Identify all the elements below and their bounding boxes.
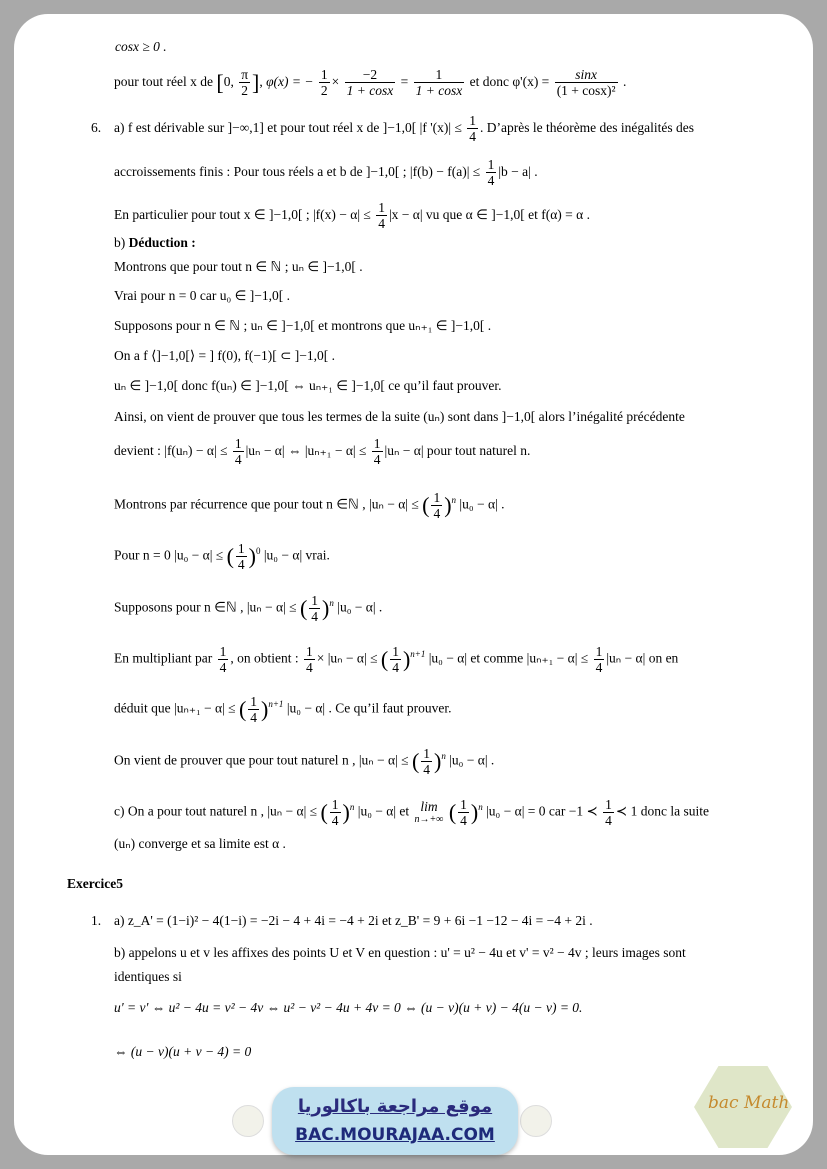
bac-math-logo: bac Math	[708, 1093, 790, 1113]
text-line: pour tout réel x de [0, $\frac{\pi}{2}$ ], φ(x) = − $\frac{1}{2}$ × $\frac{-2}{1 + \cos x}$ = $\frac{1}{1 + \cos x}$ et donc φ'(x) = $\frac{\sin x}{\text{(1 + cosx)²}}$ .	[114, 67, 627, 99]
fraction: $\frac{1}{4}$	[237, 540, 245, 572]
limit: lim n→+∞	[414, 798, 444, 825]
section-title: Exercice5	[67, 876, 123, 891]
left-logo-icon	[232, 1105, 264, 1137]
text-line: Montrons par récurrence que pour tout n ∈ℕ , |uₙ − α| ≤ ( $\frac{1}{4}$ )$^n$ |u₀ − α| .	[114, 489, 505, 521]
fraction: $\frac{1}{4}$	[234, 436, 242, 468]
text-line: a) f est dérivable sur ]−∞,1] et pour tout réel x de ]−1,0[ |f '(x)| ≤ $\frac{1}{4}$ . D’après le théorème des inégalités des	[114, 113, 695, 145]
text-line: On a f ⟨]−1,0[⟩ = ] f(0), f(−1)[ ⊂ ]−1,0[ .	[114, 348, 335, 363]
fraction: $\frac{1}{4}$	[250, 693, 258, 725]
text-line: déduit que |uₙ₊₁ − α| ≤ ( $\frac{1}{4}$ )$^{n+1}$ |u₀ − α| . Ce qu’il faut prouver.	[114, 693, 452, 725]
text-line: uₙ ∈ ]−1,0[ donc f(uₙ) ∈ ]−1,0[ ⇔ uₙ₊₁ ∈ ]−1,0[ ce qu’il faut prouver.	[114, 378, 502, 393]
site-banner[interactable]	[272, 1087, 518, 1155]
text-line: Supposons pour n ∈ ℕ ; uₙ ∈ ]−1,0[ et montrons que uₙ₊₁ ∈ ]−1,0[ .	[114, 318, 492, 333]
text-line: Pour n = 0 |u₀ − α| ≤ ( $\frac{1}{4}$ )$^0$ |u₀ − α| vrai.	[114, 540, 330, 572]
text-line: Montrons que pour tout n ∈ ℕ ; uₙ ∈ ]−1,0[ .	[114, 259, 363, 274]
fraction: $\frac{1}{4}$	[392, 643, 399, 675]
text-line: accroissements finis : Pour tous réels a et b de ]−1,0[ ; |f(b) − f(a)| ≤ $\frac{1}{4}$ |b − a| .	[114, 157, 538, 189]
banner-url-link[interactable]: BAC.MOURAJAA.COM	[295, 1125, 495, 1145]
text-line: On vient de prouver que pour tout naturel n , |uₙ − α| ≤ ( $\frac{1}{4}$ )$^n$ |u₀ − α| .	[114, 745, 495, 777]
fraction: $\frac{1}{4}$	[219, 643, 227, 675]
equation-line: u' = v' ⇔ u² − 4u = v² − 4v ⇔ u² − v² − 4u + 4v = 0 ⇔ (u − v)(u + v) − 4(u − v) = 0.	[114, 1000, 583, 1015]
fraction: $\frac{1}{4}$	[595, 643, 603, 675]
fraction: $\frac{1}{4}$	[433, 489, 441, 521]
equation-line: ⇔ (u − v)(u + v − 4) = 0	[114, 1044, 252, 1059]
list-number: 6.	[91, 120, 102, 135]
fraction: $\frac{1}{4}$	[311, 592, 319, 624]
fraction: $\frac{1}{1 + \cos x}$	[415, 67, 463, 99]
text-line: a) z_A' = (1−i)² − 4(1−i) = −2i − 4 + 4i = −4 + 2i et z_B' = 9 + 6i −1 −12 − 4i = −4 + 2i .	[114, 913, 593, 928]
text-line: b) appelons u et v les affixes des points U et V en question : u' = u² − 4u et v' = v² − 4v ; leurs images sont	[114, 945, 686, 960]
fraction: $\frac{1}{4}$	[487, 157, 495, 189]
fraction: $\frac{1}{2}$	[320, 67, 328, 99]
fraction: $\frac{-2}{1 + \cos x}$	[346, 67, 394, 99]
fraction: $\frac{1}{4}$	[373, 436, 381, 468]
fraction: $\frac{1}{4}$	[378, 200, 385, 232]
fraction: $\frac{1}{4}$	[423, 745, 431, 777]
text-line: identiques si	[114, 969, 182, 984]
list-number: 1.	[91, 913, 102, 928]
fraction: $\frac{1}{4}$	[331, 796, 339, 828]
right-logo-icon	[520, 1105, 552, 1137]
fraction: $\frac{1}{4}$	[605, 796, 612, 828]
fraction: $\frac{1}{4}$	[469, 113, 476, 145]
subheading: b) Déduction :	[114, 235, 196, 250]
text-line: (uₙ) converge et sa limite est α .	[114, 836, 286, 851]
text-line: c) On a pour tout naturel n , |uₙ − α| ≤ ( $\frac{1}{4}$ )$^n$ |u₀ − α| et lim n→+∞ ( $\frac{1}{4}$ )$^n$ |u₀ − α| = 0 car −1 ≺ $\frac{1}{4}$ ≺ 1 donc la suite	[114, 796, 709, 828]
text-line: Ainsi, on vient de prouver que tous les termes de la suite (uₙ) sont dans ]−1,0[ alors l’inégalité précédente	[114, 409, 685, 424]
fraction: $\frac{1}{4}$	[305, 643, 313, 675]
text-line: En multipliant par $\frac{1}{4}$ , on obtient : $\frac{1}{4}$ × |uₙ − α| ≤ ( $\frac{1}{4}$ )$^{n+1}$ |u₀ − α| et comme |uₙ₊₁ − α| ≤ $\frac{1}{4}$ |uₙ − α| on en	[114, 643, 679, 675]
text-line: En particulier pour tout x ∈ ]−1,0[ ; |f(x) − α| ≤ $\frac{1}{4}$ |x − α| vu que α ∈ ]−1,0[ et f(α) = α .	[114, 200, 590, 232]
text-line: cosx ≥ 0 .	[115, 39, 167, 54]
fraction: $\frac{\pi}{2}$	[241, 67, 249, 99]
text-line: Supposons pour n ∈ℕ , |uₙ − α| ≤ ( $\frac{1}{4}$ )$^n$ |u₀ − α| .	[114, 592, 383, 624]
banner-arabic-title[interactable]: موقع مراجعة باكالوريا	[297, 1096, 493, 1117]
fraction: $\frac{1}{4}$	[460, 796, 467, 828]
text-line: Vrai pour n = 0 car u₀ ∈ ]−1,0[ .	[114, 288, 290, 303]
fraction: $\frac{\sin x}{\text{(1 + cosx)²}}$	[556, 67, 616, 99]
text-line: devient : |f(uₙ) − α| ≤ $\frac{1}{4}$ |uₙ − α| ⇔ |uₙ₊₁ − α| ≤ $\frac{1}{4}$ |uₙ − α| pour tout naturel n.	[114, 436, 531, 468]
